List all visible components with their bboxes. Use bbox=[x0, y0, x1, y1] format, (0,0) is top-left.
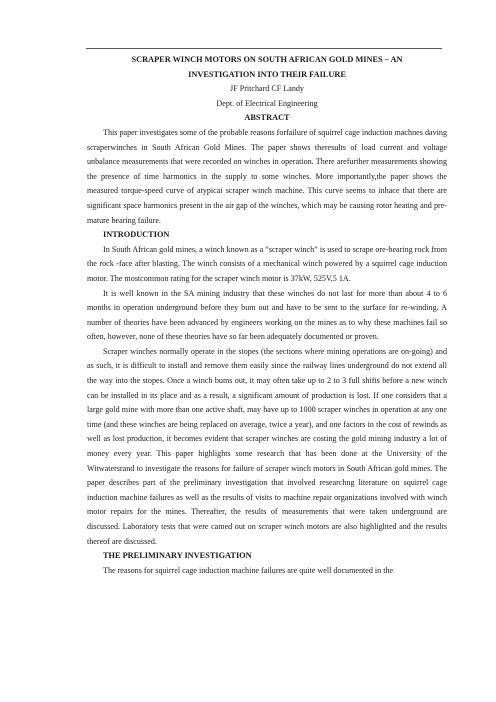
intro-paragraph-3: Scraper winches normally operate in the stopes (the sections where mining operations are on-going) and as such, it is difficult to install and remove them easily since the railway lines underground do not extend all the way into the stopes. Once a winch bums out, it may often take up to 2 to 3 full shifts before a new winch can be installed in its place and as a result, a significant amount of production is lost. If one considers that a large gold mine with more than one active shaft, may have up to 1000 scraper winches in operation at any one time (and these winches are being replaced on average, twice a year), and one factors in the cost of rewinds as well as lost production, it becomes evident that scraper winches are costing the gold mining industry a lot of money every year. This paper highlights some research that has been done at the University of the Witwatersrand to investigate the reasons for failure of scraper winch motors in South African gold mines. The paper describes part of the preliminary investigation that involved researchng literature on squirrel cage induction machine failures as well as the results of visits to machine repair organizations involved with winch motor repairs for the mines. Thereafter, the results of measurements that were taken underground are discussed. Laboratory tests that were camed out on scraper winch motors are also highlighted and the results thereof are discussed. bbox=[87, 346, 447, 546]
introduction-heading: INTRODUCTION bbox=[103, 230, 170, 240]
paper-page bbox=[87, 53, 447, 578]
intro-paragraph-2: It is well known in the SA mining industry that these winches do not last for more than about 4 to 6 months in operation underground before they bum out and have to be sent to the surface for re-winding. A number of theories have been advanced by engineers working on the mines as to why these machines fail so often, however, none of these theories have so far been adequately documented or proven. bbox=[87, 288, 447, 342]
title-line-1: SCRAPER WINCH MOTORS ON SOUTH AFRICAN GOLD MINES – AN bbox=[131, 55, 403, 64]
authors: JF Pritchard CF Landy bbox=[230, 84, 304, 94]
preliminary-investigation-heading: THE PRELIMINARY INVESTIGATION bbox=[103, 551, 252, 561]
paper-title bbox=[87, 53, 447, 82]
preliminary-investigation-text: The reasons for squirrel cage induction machine failures are quite well documented in the bbox=[103, 565, 394, 575]
intro-paragraph-1: In South African gold mines, a winch known as a “scraper winch” is used to scrape ore-bearing rock from the rock -face after blasting. The winch consists of a mechanical winch powered by a squirrel cage induction motor. The mostcommon rating for the scraper winch motor is 37kW, 525V,5 1A. bbox=[87, 244, 447, 283]
title-line-2: INVESTIGATION INTO THEIR FAILURE bbox=[188, 69, 346, 79]
affiliation: Dept. of Electrical Engineering bbox=[216, 98, 318, 108]
top-rule bbox=[86, 48, 442, 49]
abstract-heading: ABSTRACT bbox=[244, 113, 290, 123]
abstract-text: This paper investigates some of the probable reasons forfailure of squirrel cage induction machnes daving scraperwinches in South African Gold Mines. The paper shows theresults of load current and voltage unbalance measurements that were recorded on winches in operation. There arefurther measurements showing the presence of time harmonics in the supply to some winches. More importantly,the paper shows the measured torque-speed curve of atypicai scraper winch machine. This curve seems to inhace that there are significant space harmonics present in the air gap of the winches, which may be causing rotor heating and pre-mature bearing failure. bbox=[87, 127, 447, 225]
